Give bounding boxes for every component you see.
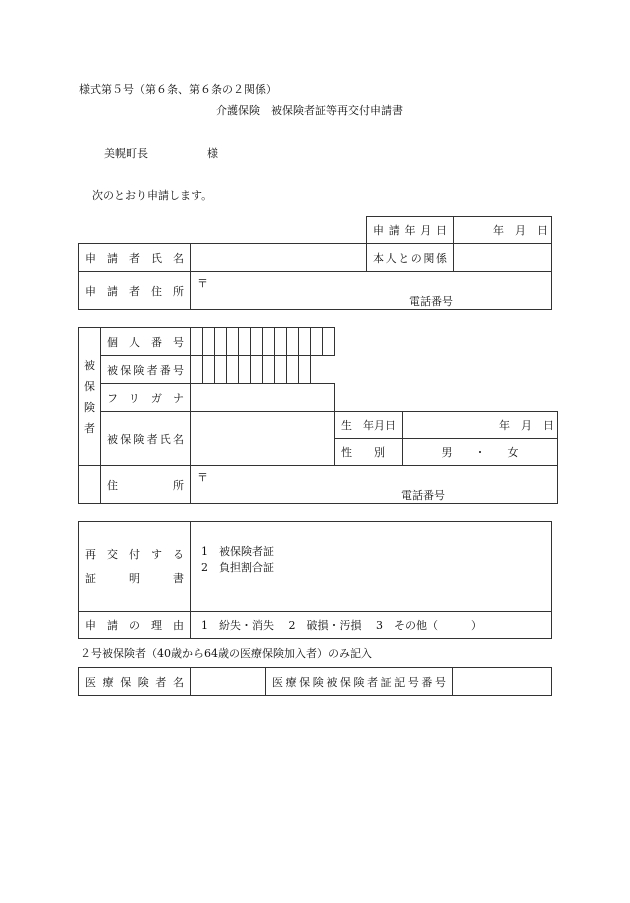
insured-address-label: [79, 466, 101, 504]
insured-address-label: 住 所: [101, 466, 191, 504]
insured-number-digit[interactable]: [191, 356, 203, 384]
application-date-field[interactable]: 年 月 日: [454, 217, 552, 244]
reissue-table: [78, 521, 552, 639]
addressee: 美幌町長: [104, 147, 148, 160]
applicant-phone-label: 電話番号: [409, 295, 453, 308]
relation-label: 本人との関係: [367, 244, 454, 272]
applicant-table: [78, 216, 552, 310]
personal-number-digit[interactable]: [311, 328, 323, 356]
insured-phone-label: 電話番号: [401, 489, 445, 502]
insured-name-label: 被保険者氏名: [101, 412, 191, 466]
insured-number-digit[interactable]: [227, 356, 239, 384]
insured-number-digit[interactable]: [275, 356, 287, 384]
insured-number-digit[interactable]: [239, 356, 251, 384]
personal-number-digit[interactable]: [203, 328, 215, 356]
applicant-name-field[interactable]: [191, 244, 367, 272]
personal-number-digit[interactable]: [263, 328, 275, 356]
application-date-label: 申請年月日: [367, 217, 454, 244]
insured-section-label: 被 保 険 者: [79, 328, 101, 466]
personal-number-digit[interactable]: [227, 328, 239, 356]
insurance-card-number-field[interactable]: [453, 668, 552, 696]
insured-table: [78, 327, 558, 504]
insured-number-digit[interactable]: [263, 356, 275, 384]
insured-number-digit[interactable]: [203, 356, 215, 384]
personal-number-label: 個人番号: [101, 328, 191, 356]
postal-mark: 〒: [197, 277, 208, 290]
personal-number-digit[interactable]: [275, 328, 287, 356]
type2-note: ２号被保険者（40歳から64歳の医療保険加入者）のみ記入: [80, 647, 372, 660]
personal-number-digit[interactable]: [251, 328, 263, 356]
insured-number-digit[interactable]: [215, 356, 227, 384]
reissue-doc-options[interactable]: [191, 522, 552, 612]
applicant-address-field[interactable]: [191, 272, 552, 310]
personal-number-digit[interactable]: [323, 328, 335, 356]
insurance-card-number-label: 医療保険被保険者証記号番号: [266, 668, 453, 696]
reason-options[interactable]: 1 紛失・消失 2 破損・汚損 3 その他（ ）: [191, 612, 552, 639]
form-title: 介護保険 被保険者証等再交付申請書: [216, 104, 403, 117]
relation-field[interactable]: [454, 244, 552, 272]
option-burden-ratio-card[interactable]: 2 負担割合証: [201, 560, 274, 574]
reason-label: 申請の理由: [79, 612, 191, 639]
type2-table: [78, 667, 552, 696]
applicant-name-label: 申請者氏名: [79, 244, 191, 272]
personal-number-digit[interactable]: [239, 328, 251, 356]
intro-text: 次のとおり申請します。: [92, 189, 213, 202]
reissue-doc-label: 再交付する 証明書: [79, 522, 191, 612]
sex-selector[interactable]: 男 ・ 女: [403, 439, 558, 466]
honorific: 様: [207, 147, 218, 160]
personal-number-digit[interactable]: [287, 328, 299, 356]
furigana-label: フリガナ: [101, 384, 191, 412]
birth-date-label: 生 年月日: [335, 412, 403, 439]
personal-number-digit[interactable]: [191, 328, 203, 356]
insured-address-field[interactable]: [191, 466, 558, 504]
insured-name-field[interactable]: [191, 412, 335, 466]
form-number: 様式第５号（第６条、第６条の２関係）: [79, 83, 277, 96]
medical-insurer-label: 医療保険者名: [79, 668, 191, 696]
option-insured-card[interactable]: 1 被保険者証: [201, 544, 274, 558]
insured-number-digit[interactable]: [299, 356, 311, 384]
birth-date-field[interactable]: 年 月 日: [403, 412, 558, 439]
sex-label: 性 別: [335, 439, 403, 466]
insured-number-digit[interactable]: [287, 356, 299, 384]
furigana-field[interactable]: [191, 384, 335, 412]
medical-insurer-field[interactable]: [191, 668, 266, 696]
personal-number-digit[interactable]: [299, 328, 311, 356]
applicant-address-label: 申請者住所: [79, 272, 191, 310]
postal-mark: 〒: [197, 471, 208, 484]
insured-number-label: 被保険者番号: [101, 356, 191, 384]
personal-number-digit[interactable]: [215, 328, 227, 356]
insured-number-digit[interactable]: [251, 356, 263, 384]
